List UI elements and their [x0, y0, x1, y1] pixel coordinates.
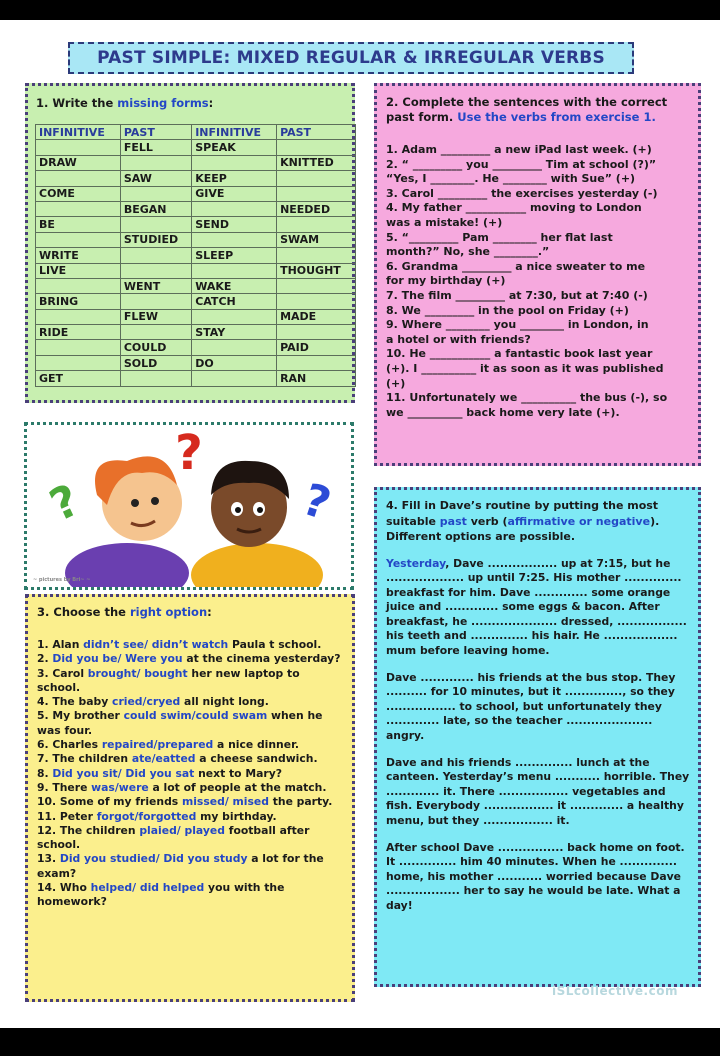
choice-text: 8. — [37, 766, 53, 780]
table-row — [36, 263, 356, 278]
table-row — [36, 232, 356, 247]
choice-text: all night long. — [180, 695, 269, 709]
verb-cell: COME — [36, 186, 121, 201]
choice-text: 14. Who — [37, 881, 91, 895]
choice-text: 11. Peter — [37, 809, 97, 823]
paragraph-after-school: After school Dave ................ back home on foot. It .............. him 40 minutes. When he .............. home, his mother ........... worried because Dave .................. her to say he would be late. What a day! — [386, 840, 685, 912]
verb-cell: WAKE — [192, 278, 277, 293]
sentence-line: 2. “ _________ you _________ Tim at school (?)” — [386, 157, 657, 171]
table-row — [36, 340, 356, 355]
choice-text: 3. Carol — [37, 666, 88, 680]
choice-item — [37, 667, 344, 696]
verb-cell: DRAW — [36, 155, 121, 170]
exercise-1-box — [25, 83, 355, 403]
verb-cell: DO — [192, 355, 277, 370]
table-header-cell: PAST — [277, 125, 356, 140]
verb-cell[interactable] — [36, 340, 121, 355]
exercise-3-heading: 3. Choose the right option: — [37, 605, 212, 619]
choice-text: at the cinema yesterday? — [182, 652, 341, 666]
verb-cell: GET — [36, 371, 121, 386]
verb-cell[interactable] — [120, 186, 191, 201]
choice-options[interactable]: didn’t see/ didn’t watch — [83, 638, 229, 651]
choice-item — [37, 852, 344, 881]
table-row — [36, 186, 356, 201]
verb-cell[interactable] — [36, 309, 121, 324]
sentence-line: (+) — [386, 376, 406, 390]
verb-cell: SEND — [192, 217, 277, 232]
choice-item — [37, 810, 344, 824]
exercise-4-heading: 4. Fill in Dave’s routine by putting the most suitable past verb (affirmative or negative). Different options are possible. — [386, 499, 660, 543]
page-title: PAST SIMPLE: MIXED REGULAR & IRREGULAR VERBS — [68, 42, 634, 74]
choice-options[interactable]: was/were — [91, 780, 149, 794]
choice-options[interactable]: ate/eatted — [131, 752, 196, 766]
choice-options[interactable]: forgot/forgotted — [96, 809, 197, 823]
choice-text: 2. — [37, 652, 53, 666]
picture-caption: ~ pictures by Bri~ ~ — [33, 577, 91, 583]
verb-cell[interactable] — [36, 278, 121, 293]
choice-item — [37, 695, 344, 709]
choice-text: 5. My brother — [37, 709, 124, 723]
choice-options[interactable]: Did you be/ Were you — [52, 652, 183, 666]
verb-cell[interactable] — [120, 248, 191, 263]
exercise-4-box — [374, 487, 701, 987]
choice-text: 12. The children — [37, 823, 140, 837]
table-row — [36, 217, 356, 232]
choice-text: 6. Charles — [37, 738, 102, 752]
watermark: iSLcollective.com — [552, 984, 678, 998]
choice-text: when he was four. — [37, 709, 323, 737]
sentence-line: (+). I __________ it as soon as it was published — [386, 361, 664, 375]
choice-text: the party. — [268, 795, 333, 809]
verb-cell: NEEDED — [277, 201, 356, 216]
sentence-line: 11. Unfortunately we __________ the bus (-), so — [386, 391, 668, 405]
verb-cell[interactable] — [192, 155, 277, 170]
verb-cell: SLEEP — [192, 248, 277, 263]
verb-cell[interactable] — [277, 217, 356, 232]
verb-cell[interactable] — [192, 340, 277, 355]
verb-cell[interactable] — [277, 294, 356, 309]
kids-thinking-illustration — [24, 422, 354, 590]
verb-cell: PAID — [277, 340, 356, 355]
choice-item — [37, 824, 344, 853]
verb-cell: KEEP — [192, 171, 277, 186]
choice-text: next to Mary? — [194, 766, 282, 780]
verb-cell: COULD — [120, 340, 191, 355]
verb-forms-table — [35, 124, 356, 387]
choice-options[interactable]: missed/ mised — [181, 795, 269, 809]
paragraph-bus-stop: Dave ............. his friends at the bus stop. They .......... for 10 minutes, but it .............., so they ................. to school, but unfortunately they ............. late, so the teacher ..................... angry. — [386, 670, 676, 743]
choice-options[interactable]: could swim/could swam — [123, 709, 268, 723]
verb-cell: STUDIED — [120, 232, 191, 247]
verb-cell: MADE — [277, 309, 356, 324]
verb-cell: SWAM — [277, 232, 356, 247]
sentence-line: month?” No, she ________.” — [386, 245, 550, 259]
table-header-cell: PAST — [120, 125, 191, 140]
choice-text: a lot for the exam? — [37, 852, 324, 880]
choice-item — [37, 652, 344, 666]
verb-cell[interactable] — [277, 140, 356, 155]
verb-cell[interactable] — [192, 263, 277, 278]
sentence-line: was a mistake! (+) — [386, 215, 503, 229]
choice-text: 10. Some of my friends — [37, 795, 182, 809]
sentence-line: 3. Carol _________ the exercises yesterday (-) — [386, 186, 658, 200]
verb-cell[interactable] — [36, 140, 121, 155]
choice-text: 9. There — [37, 780, 92, 794]
sentence-line: 9. Where ________ you ________ in London, in — [386, 318, 649, 332]
choice-options[interactable]: helped/ did helped — [90, 881, 205, 895]
verb-cell: RAN — [277, 371, 356, 386]
choice-text: 1. Alan — [37, 638, 84, 651]
verb-cell: SAW — [120, 171, 191, 186]
choice-text: 4. The baby — [37, 695, 113, 709]
verb-cell[interactable] — [192, 371, 277, 386]
sentence-line: 10. He ___________ a fantastic book last year — [386, 347, 653, 361]
verb-cell: CATCH — [192, 294, 277, 309]
verb-cell[interactable] — [192, 309, 277, 324]
verb-cell[interactable] — [120, 294, 191, 309]
worksheet-page — [0, 20, 720, 1028]
verb-cell: KNITTED — [277, 155, 356, 170]
choice-text: Paula t school. — [228, 638, 322, 651]
choice-text: football after school. — [37, 823, 310, 852]
sentence-line: “Yes, I ________. He ________ with Sue” (+) — [386, 172, 636, 186]
exercise-3-items — [37, 638, 344, 910]
sentence-line: 8. We _________ in the pool on Friday (+) — [386, 303, 629, 317]
verb-cell[interactable] — [36, 201, 121, 216]
table-header-cell: INFINITIVE — [192, 125, 277, 140]
sentence-line: 5. “_________ Pam ________ her flat last — [386, 230, 613, 244]
choice-text: you with the homework? — [37, 881, 285, 909]
verb-cell: BE — [36, 217, 121, 232]
choice-item — [37, 881, 344, 910]
table-row — [36, 248, 356, 263]
question-mark-icon: ? — [42, 474, 88, 532]
sentence-line: we __________ back home very late (+). — [386, 405, 620, 419]
table-row — [36, 309, 356, 324]
choice-item — [37, 781, 344, 795]
verb-cell: STAY — [192, 325, 277, 340]
table-row — [36, 155, 356, 170]
exercise-2-box — [374, 83, 701, 466]
verb-cell[interactable] — [277, 278, 356, 293]
verb-cell[interactable] — [277, 186, 356, 201]
table-row — [36, 371, 356, 386]
question-mark-icon: ? — [175, 425, 203, 481]
verb-cell: WRITE — [36, 248, 121, 263]
verb-cell[interactable] — [36, 232, 121, 247]
verb-cell[interactable] — [36, 355, 121, 370]
verb-cell: FLEW — [120, 309, 191, 324]
table-row — [36, 140, 356, 155]
thinking-children-picture — [27, 425, 351, 587]
choice-options[interactable]: repaired/prepared — [101, 738, 214, 752]
choice-options[interactable]: plaied/ played — [139, 823, 225, 837]
table-row — [36, 325, 356, 340]
choice-text: a nice dinner. — [213, 738, 299, 752]
exercise-2-sentences — [386, 143, 690, 420]
choice-options[interactable]: cried/cryed — [112, 695, 181, 709]
choice-options[interactable]: Did you sit/ Did you sat — [52, 766, 195, 780]
choice-item — [37, 795, 344, 809]
table-row — [36, 355, 356, 370]
verb-cell[interactable] — [277, 248, 356, 263]
exercise-3-box — [25, 594, 355, 1002]
verb-cell: GIVE — [192, 186, 277, 201]
choice-text: her new laptop to school. — [37, 666, 300, 694]
question-mark-icon: ? — [296, 474, 337, 531]
paragraph-morning: Yesterday, Dave ................. up at 7:15, but he ................... up until 7:25. His mother .............. breakfast for him. Dave ............. some orange juice and ............. some eggs & bacon. After breakfast, he ..................... dressed, ................. his teeth and .............. his hair. He .................. mum before leaving home. — [386, 556, 687, 658]
choice-item — [37, 752, 344, 766]
table-row — [36, 294, 356, 309]
verb-cell: LIVE — [36, 263, 121, 278]
choice-item — [37, 767, 344, 781]
verb-cell: RIDE — [36, 325, 121, 340]
choice-item — [37, 738, 344, 752]
sentence-line: 4. My father ___________ moving to London — [386, 201, 642, 215]
verb-cell[interactable] — [277, 355, 356, 370]
verb-cell[interactable] — [36, 171, 121, 186]
exercise-4-text — [386, 557, 691, 914]
table-row — [36, 278, 356, 293]
exercise-2-heading: 2. Complete the sentences with the correct past form. Use the verbs from exercise 1. — [386, 95, 668, 124]
verb-cell: THOUGHT — [277, 263, 356, 278]
table-row — [36, 171, 356, 186]
verb-cell: FELL — [120, 140, 191, 155]
verb-cell: WENT — [120, 278, 191, 293]
choice-text: 7. The children — [37, 752, 132, 766]
choice-text: my birthday. — [196, 809, 277, 823]
table-row — [36, 201, 356, 216]
verb-cell[interactable] — [277, 171, 356, 186]
sentence-line: for my birthday (+) — [386, 274, 506, 288]
choice-text: 13. — [37, 852, 60, 866]
verb-cell[interactable] — [120, 325, 191, 340]
verb-cell[interactable] — [192, 201, 277, 216]
choice-options[interactable]: Did you studied/ Did you study — [59, 852, 248, 866]
verb-cell: SOLD — [120, 355, 191, 370]
verb-cell: BRING — [36, 294, 121, 309]
choice-item — [37, 638, 344, 652]
verb-cell[interactable] — [120, 371, 191, 386]
choice-options[interactable]: brought/ bought — [87, 666, 188, 680]
choice-text: a cheese sandwich. — [195, 752, 318, 766]
paragraph-lunch: Dave and his friends .............. lunch at the canteen. Yesterday’s menu ........... horrible. They ............. it. There ................. vegetables and fish. Everybody ................. it ............. a healthy menu, but they ................. it. — [386, 755, 690, 827]
sentence-line: 7. The film _________ at 7:30, but at 7:40 (-) — [386, 288, 648, 302]
exercise-1-heading: 1. Write the missing forms: — [36, 96, 214, 110]
table-header-cell: INFINITIVE — [36, 125, 121, 140]
choice-text: a lot of people at the match. — [148, 780, 327, 794]
verb-cell[interactable] — [120, 263, 191, 278]
verb-cell[interactable] — [192, 232, 277, 247]
choice-item — [37, 709, 344, 738]
sentence-line: 6. Grandma _________ a nice sweater to me — [386, 259, 646, 273]
verb-cell[interactable] — [120, 155, 191, 170]
verb-cell[interactable] — [120, 217, 191, 232]
sentence-line: 1. Adam _________ a new iPad last week. (+) — [386, 143, 652, 156]
sentence-line: a hotel or with friends? — [386, 332, 531, 346]
verb-cell[interactable] — [277, 325, 356, 340]
verb-cell: SPEAK — [192, 140, 277, 155]
verb-cell: BEGAN — [120, 201, 191, 216]
